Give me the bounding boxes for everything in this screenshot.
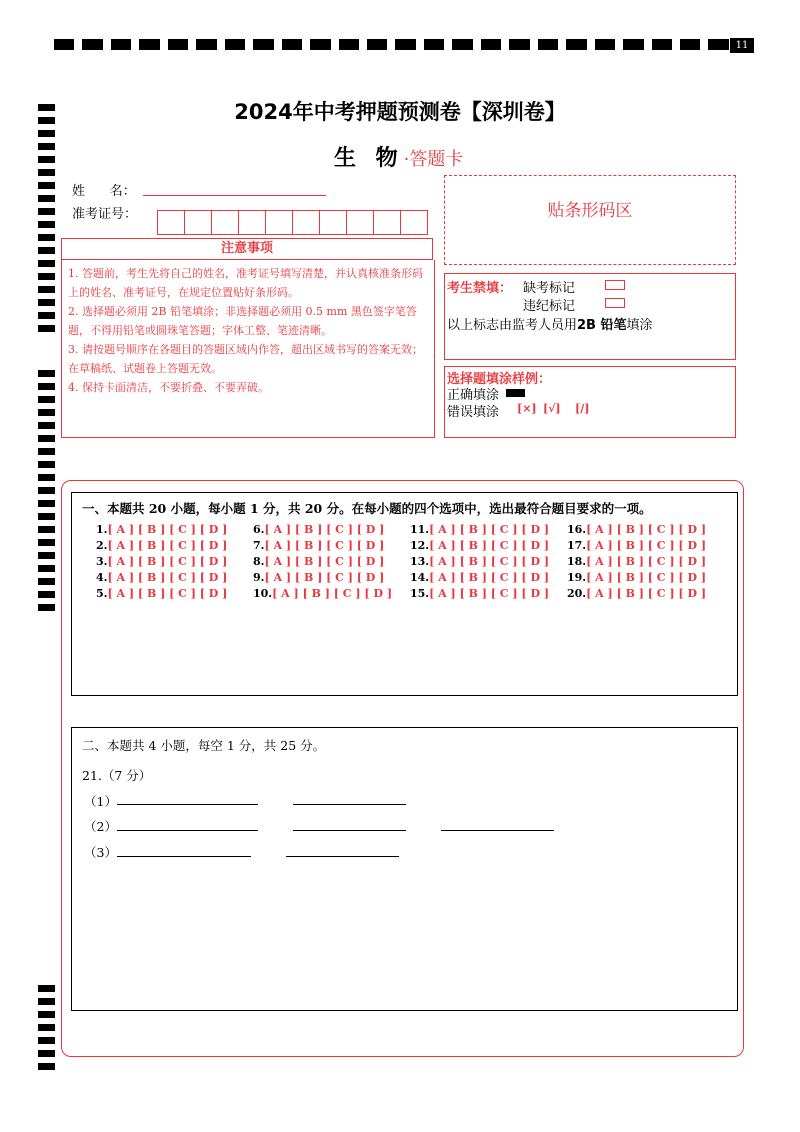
notice-item: 4. 保持卡面清洁，不要折叠、不要弄破。 [68, 381, 269, 394]
prohibited-label: 考生禁填： [447, 281, 513, 296]
q21-sub1-label: （1） [84, 794, 117, 809]
choice-row[interactable]: 1.[ A ] [ B ] [ C ] [ D ] [96, 523, 228, 536]
barcode-label: 贴条形码区 [547, 201, 633, 221]
choice-row[interactable]: 14.[ A ] [ B ] [ C ] [ D ] [410, 571, 550, 584]
barcode-area [444, 175, 736, 265]
wrong-mark-2: [√] [543, 402, 561, 415]
wrong-label: 错误填涂 [447, 405, 500, 420]
name-field[interactable] [143, 195, 326, 196]
subject-title [334, 141, 463, 172]
subject-suffix: ·答题卡 [403, 149, 464, 170]
choice-row[interactable]: 10.[ A ] [ B ] [ C ] [ D ] [253, 587, 393, 600]
answer-line[interactable] [117, 804, 258, 805]
answer-line[interactable] [293, 830, 406, 831]
choice-row[interactable]: 3.[ A ] [ B ] [ C ] [ D ] [96, 555, 228, 568]
q21-sub2-label: （2） [84, 819, 117, 834]
prohibited-box [444, 273, 736, 360]
choice-row[interactable]: 8.[ A ] [ B ] [ C ] [ D ] [253, 555, 385, 568]
choice-row[interactable]: 9.[ A ] [ B ] [ C ] [ D ] [253, 571, 385, 584]
choice-row[interactable]: 19.[ A ] [ B ] [ C ] [ D ] [567, 571, 707, 584]
page-title: 2024年中考押题预测卷【深圳卷】 [234, 100, 566, 124]
section2-box [71, 727, 738, 1011]
wrong-mark-3: [/] [575, 402, 590, 415]
notice-heading: 注意事项 [220, 241, 273, 256]
id-boxes[interactable] [157, 210, 428, 235]
choice-row[interactable]: 6.[ A ] [ B ] [ C ] [ D ] [253, 523, 385, 536]
q21-sub3-label: （3） [84, 845, 117, 860]
fill-sample-heading: 选择题填涂样例： [447, 372, 552, 387]
section1-heading: 一、本题共 20 小题，每小题 1 分，共 20 分。在每小题的四个选项中，选出最符合题目要求的一项。 [82, 501, 652, 516]
violation-label: 违纪标记 [523, 299, 576, 314]
name-label: 姓 名： [72, 184, 136, 199]
subject-name: 生 物 [334, 146, 404, 171]
choice-row[interactable]: 16.[ A ] [ B ] [ C ] [ D ] [567, 523, 707, 536]
choice-row[interactable]: 20.[ A ] [ B ] [ C ] [ D ] [567, 587, 707, 600]
wrong-mark-1: [×] [517, 402, 537, 415]
top-timing-marks [54, 39, 729, 50]
fill-sample-box [444, 366, 736, 438]
q21-label: 21.（7 分） [82, 768, 152, 783]
choice-row[interactable]: 7.[ A ] [ B ] [ C ] [ D ] [253, 539, 385, 552]
page-number: 11 [730, 38, 754, 53]
choice-row[interactable]: 18.[ A ] [ B ] [ C ] [ D ] [567, 555, 707, 568]
choice-row[interactable]: 12.[ A ] [ B ] [ C ] [ D ] [410, 539, 550, 552]
answer-line[interactable] [293, 804, 406, 805]
choice-row[interactable]: 4.[ A ] [ B ] [ C ] [ D ] [96, 571, 228, 584]
notice-box [61, 260, 435, 438]
notice-item: 2. 选择题必须用 2B 铅笔填涂；非选择题必须用 0.5 mm 黑色签字笔答题，不得用铅笔或圆珠笔答题；字体工整、笔迹清晰。 [68, 305, 417, 337]
absent-label: 缺考标记 [523, 281, 576, 296]
note-bold: 2B 铅笔 [577, 318, 627, 333]
section2-heading: 二、本题共 4 小题，每空 1 分，共 25 分。 [82, 738, 326, 753]
notice-item: 3. 请按题号顺序在各题目的答题区域内作答，超出区域书写的答案无效；在草稿纸、试题卷上答题无效。 [68, 343, 423, 375]
correct-fill-mark [506, 389, 525, 397]
choice-row[interactable]: 15.[ A ] [ B ] [ C ] [ D ] [410, 587, 550, 600]
absent-mark-box[interactable] [605, 280, 625, 290]
choice-grid [96, 522, 706, 601]
notice-item: 1. 答题前，考生先将自己的姓名，准考证号填写清楚，并认真核准条形码上的姓名、准考证号，在规定位置贴好条形码。 [68, 267, 423, 299]
choice-row[interactable]: 5.[ A ] [ B ] [ C ] [ D ] [96, 587, 228, 600]
choice-row[interactable]: 13.[ A ] [ B ] [ C ] [ D ] [410, 555, 550, 568]
note-suffix: 填涂 [626, 318, 653, 333]
notice-heading-box [61, 238, 433, 260]
violation-mark-box[interactable] [605, 298, 625, 308]
answer-line[interactable] [117, 856, 251, 857]
id-label: 准考证号： [72, 207, 138, 222]
answer-line[interactable] [441, 830, 554, 831]
choice-row[interactable]: 2.[ A ] [ B ] [ C ] [ D ] [96, 539, 228, 552]
note-prefix: 以上标志由监考人员用 [447, 318, 578, 333]
answer-line[interactable] [117, 830, 258, 831]
correct-label: 正确填涂 [447, 388, 500, 403]
prohibited-note [447, 314, 653, 333]
choice-row[interactable]: 17.[ A ] [ B ] [ C ] [ D ] [567, 539, 707, 552]
notice-list [62, 260, 434, 397]
answer-line[interactable] [286, 856, 399, 857]
choice-row[interactable]: 11.[ A ] [ B ] [ C ] [ D ] [410, 523, 550, 536]
